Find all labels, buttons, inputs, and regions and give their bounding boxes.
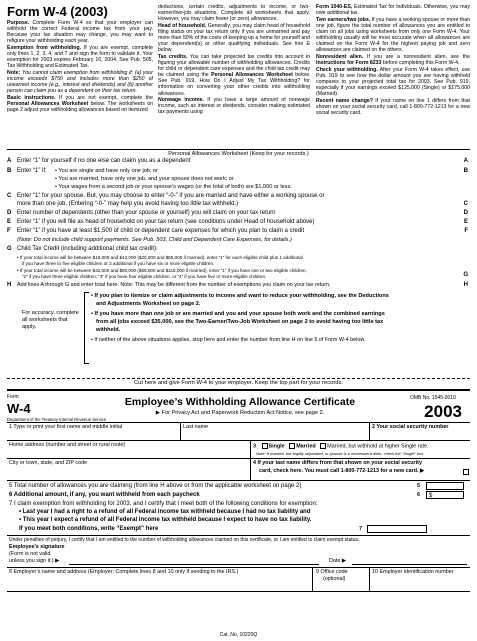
- form-id: [7, 394, 106, 422]
- instruction-paragraph: Purpose. Complete Form W-4 so that your employer can withhold the correct Federal income tax from your pay. Because your tax situation may change, you may want to refigure your withholding each year.: [7, 20, 153, 45]
- exempt-input[interactable]: [367, 525, 427, 533]
- line-6-number: 6: [417, 492, 420, 498]
- instruction-paragraph: Form 1040-ES, Estimated Tax for Individuals. Otherwise, you may owe additional tax.: [316, 4, 470, 17]
- line-1-label: 1 Type or print your first name and middle initial: [9, 424, 123, 430]
- instruction-paragraph: Nonresident alien. If you are a nonresident alien, see the Instructions for Form 8233 before completing this Form W-4.: [316, 53, 470, 67]
- line-5-label: 5 Total number of allowances you are claiming (from line H above or from the applicable worksheet on page 2): [9, 483, 302, 489]
- line-g-bullet-1: • If your total income will be between $15,000 and $42,000 ($20,000 and $65,000 if married), enter “1” for each eligible child plus 1 additional: [17, 255, 303, 260]
- line-5-number: 5: [417, 483, 420, 489]
- perjury-statement: Under penalties of perjury, I certify that I am entitled to the number of withholding allowances claimed on this certificate, or I am entitled to claim exempt status.: [9, 537, 360, 543]
- signature-label: Employee’s signature: [9, 544, 65, 550]
- worksheet-side-note: For accuracy, complete all worksheets that apply.: [22, 310, 79, 330]
- city-label: City or town, state, and ZIP code: [9, 460, 88, 466]
- line-7b: • This year I expect a refund of all Federal income tax withheld because I expect to have no tax liability.: [19, 517, 312, 523]
- home-address-label: Home address (number and street or rural route): [9, 442, 126, 448]
- line-g-bullet-1-cont: if you have three to five eligible children or 2 additional if you have six or more eligible children.: [22, 261, 215, 266]
- date-label: Date ▶: [329, 558, 347, 564]
- dollar-sign: $: [429, 493, 433, 499]
- line-box-key: E: [463, 219, 468, 225]
- line-7-number: 7: [359, 526, 362, 532]
- line-box-key: D: [463, 210, 468, 216]
- line-key: D: [7, 210, 12, 216]
- line-key: G: [7, 246, 12, 252]
- h-bullet-2: • If you have more than one job or are married and you and your spouse both work and the combined earnings: [91, 311, 385, 317]
- line-8-label: 8 Employer’s name and address (Employer: Complete lines 8 and 10 only if sending to the IRS.): [9, 569, 239, 575]
- worksheet-line-c-cont: [7, 201, 470, 208]
- instructions-column-2: [158, 4, 310, 116]
- line-9-label: 9 Office code: [316, 569, 348, 575]
- h-bullet-1-cont: and Adjustments Worksheet on page 2.: [96, 301, 201, 307]
- certificate: [7, 389, 470, 621]
- ssn-label: 2 Your social security number: [372, 424, 449, 430]
- line-4-label: 4 If your last name differs from that shown on your social security: [253, 460, 422, 466]
- line-key: E: [7, 219, 12, 225]
- name-differs-checkbox[interactable]: [463, 469, 469, 475]
- certificate-subtitle: ▶ For Privacy Act and Paperwork Reduction Act Notice, see page 2.: [155, 410, 325, 416]
- line-text: Enter “1” for your spouse. But, you may choose to enter “-0-” if you are married and have either a working spouse or: [17, 193, 325, 199]
- worksheet-line-h: [7, 282, 470, 289]
- bracket: [84, 292, 89, 364]
- line-g-bullet-2: • If your total income will be between $42,000 and $80,000 ($65,000 and $115,000 if married), enter “1” if you have one or two eligible children,: [17, 268, 307, 273]
- line-text: more than one job. (Entering “-0-” may help you avoid having too little tax withheld.): [17, 201, 239, 207]
- instructions-column-1: [7, 20, 153, 114]
- line-3-label: [253, 443, 428, 449]
- signature-field[interactable]: [69, 564, 319, 565]
- cut-line: Cut here and give Form W-4 to your employer. Keep the top part for your records.: [7, 378, 470, 386]
- instruction-paragraph: Head of household. Generally, you may claim head of household filing status on your tax return only if you are unmarried and pay more than 50% of the costs of keeping up a home for yourself and your dependent(s) or other qualifying individuals. See line E below.: [158, 22, 310, 54]
- line-7c: If you meet both conditions, write “Exempt” here: [19, 526, 159, 532]
- line-f-note: (Note: Do not include child support payments. See Pub. 503, Child and Dependent Care Expenses, for details.): [17, 237, 292, 243]
- line-key: B: [7, 168, 12, 174]
- line-key: C: [7, 193, 12, 199]
- line-box-key: B: [463, 168, 468, 174]
- line-7-label: 7 I claim exemption from withholding for 2003, and I certify that I meet both of the following conditions for exemption:: [9, 501, 318, 507]
- line-box-key: A: [463, 158, 468, 164]
- line-text: Enter “1” for yourself if no one else can claim you as a dependent: [17, 158, 191, 164]
- line-box-key: H: [463, 282, 468, 288]
- signature-note: (Form is not valid: [9, 551, 51, 557]
- form-label: Form: [7, 394, 19, 400]
- h-bullet-3: • If neither of the above situations applies, stop here and enter the number from line H on line 5 of Form W-4 below.: [91, 337, 366, 343]
- h-bullet-1: • If you plan to itemize or claim adjustments to income and want to reduce your withholding, see the Deductions: [91, 293, 389, 299]
- line-box-key: G: [463, 272, 468, 278]
- form-title: Form W-4 (2003): [7, 4, 108, 19]
- line-b-option-1: • You are single and have only one job; or: [55, 168, 159, 174]
- line-3-number: 3: [253, 443, 256, 450]
- additional-amount-input[interactable]: [426, 491, 464, 499]
- omb-number: OMB No. 1545-0010: [410, 395, 456, 401]
- h-bullet-2-cont2: withheld.: [96, 327, 121, 333]
- certificate-title: Employee’s Withholding Allowance Certificate: [124, 396, 356, 408]
- worksheet-line-c: [7, 193, 470, 200]
- h-bullet-2-cont: from all jobs exceed $35,000, see the Two-Earner/Two-Job Worksheet on page 2 to avoid having too little tax: [96, 319, 384, 325]
- worksheet-line-d: [7, 210, 470, 217]
- form-year: 2003: [424, 402, 462, 421]
- last-name-label: Last name: [183, 424, 209, 430]
- line-text: Enter “1” if:: [17, 168, 47, 174]
- signature-note-2: unless you sign it.) ▶: [9, 558, 60, 564]
- worksheet-line-a: [7, 158, 470, 165]
- married-higher-label: Married, but withhold at higher Single rate.: [327, 443, 429, 450]
- single-checkbox[interactable]: [262, 443, 268, 449]
- line-6-label: 6 Additional amount, if any, you want withheld from each paycheck: [9, 492, 200, 498]
- married-label: Married: [296, 443, 316, 450]
- instruction-paragraph: deductions, certain credits, adjustments to income, or two-earner/two-job situations. Complete all worksheets that apply. However, you may claim fewer (or zero) allowances.: [158, 4, 310, 23]
- married-checkbox[interactable]: [289, 443, 295, 449]
- department: Department of the Treasury Internal Revenue Service: [7, 417, 107, 422]
- instructions-column-3: [316, 4, 470, 117]
- instruction-paragraph: Recent name change? If your name on line 1 differs from that shown on your social security card, call 1-800-772-1213 for a new social security card.: [316, 97, 470, 116]
- worksheet-header: Personal Allowances Worksheet (Keep for your records.): [7, 149, 470, 157]
- line-b-option-3: • Your wages from a second job or your spouse’s wages (or the total of both) are $1,000 or less.: [55, 184, 292, 190]
- line-text: Enter “1” if you have at least $1,500 of child or dependent care expenses for which you plan to claim a credit: [17, 228, 305, 234]
- line-text: Add lines A through G and enter total here. Note: This may be different from the number of exemptions you claim on your tax return.: [17, 282, 331, 288]
- line-box-key: F: [464, 228, 468, 234]
- line-7a: • Last year I had a right to a refund of all Federal income tax withheld because I had no tax liability and: [19, 509, 311, 515]
- single-label: Single: [268, 443, 285, 450]
- line-text: Enter “1” if you will file as head of household on your tax return (see conditions under Head of household above): [17, 219, 315, 225]
- instruction-paragraph: Tax credits. You can take projected tax credits into account in figuring your allowable number of withholding allowances. Credits for child or dependent care expenses and the child tax credit may be claimed using the Personal Allowances Worksheet below. See Pub. 919, How Do I Adjust My Tax Withholding? for information on converting your other credits into withholding allowances.: [158, 53, 310, 97]
- catalog-number: Cat. No. 10220Q: [219, 632, 258, 638]
- line-key: H: [7, 282, 12, 288]
- line-4-cont: card, check here. You must call 1-800-772-1213 for a new card. ▶: [259, 468, 425, 474]
- date-field[interactable]: [352, 564, 467, 565]
- line-text: Enter number of dependents (other than your spouse or yourself) you will claim on your tax return: [17, 210, 276, 216]
- instruction-paragraph: Two earners/two jobs. If you have a working spouse or more than one job, figure the total number of allowances you are entitled to claim on all jobs using worksheets from only one Form W-4. Your withholding usually will be most accurate when all allowances are claimed on the Form W-4 for the highest paying job and zero allowances are claimed on the others.: [316, 16, 470, 54]
- worksheet-line-f: [7, 228, 470, 235]
- instruction-paragraph: Check your withholding. After your Form W-4 takes effect, use Pub. 919 to see how the dollar amount you are having withheld compares to your projected total tax for 2003. See Pub. 919, especially if your earnings exceed $125,000 (Single) or $175,000 (Married).: [316, 66, 470, 98]
- line-b-option-2: • You are married, have only one job, and your spouse does not work; or: [55, 176, 234, 182]
- worksheet-line-g: [7, 246, 470, 253]
- form-number: W-4: [7, 401, 31, 416]
- line-box-key: C: [463, 201, 468, 207]
- instruction-paragraph: Exemption from withholding. If you are exempt, complete only lines 1, 2, 3, 4, and 7 and sign the form to validate it. Your exemption for 2003 expires February 16, 2004. See Pub. 505, Tax Withholding and Estimated Tax.: [7, 44, 153, 70]
- line-key: F: [7, 228, 11, 234]
- line-9-optional: (optional): [323, 576, 346, 582]
- instruction-paragraph: Nonwage income. If you have a large amount of nonwage income, such as interest or dividends, consider making estimated tax payments using: [158, 97, 310, 116]
- line-key: A: [7, 158, 12, 164]
- line-g-bullet-2-cont: “2” if you have three eligible children, “3” if you have four eligible children, or “4” if you have five or more eligible children.: [22, 274, 267, 279]
- allowances-input[interactable]: [426, 482, 464, 490]
- instruction-paragraph: Note: You cannot claim exemption from withholding if: (a) your income exceeds $750 and includes more than $250 of unearned income (e.g., interest and dividends) and (b) another person can claim you as a dependent on their tax return.: [7, 69, 153, 95]
- line-text: Child Tax Credit (including additional child tax credit):: [17, 246, 158, 252]
- line-3-note: Note: If married, but legally separated, or spouse is a nonresident alien, check the “Single” box.: [256, 451, 425, 456]
- worksheet-line-e: [7, 219, 470, 226]
- instruction-paragraph: Basic instructions. If you are not exempt, complete the Personal Allowances Worksheet below. The worksheets on page 2 adjust your withholding allowances based on itemized: [7, 94, 154, 114]
- line-10-label: 10 Employer identification number: [372, 569, 454, 575]
- married-higher-checkbox[interactable]: [320, 443, 326, 449]
